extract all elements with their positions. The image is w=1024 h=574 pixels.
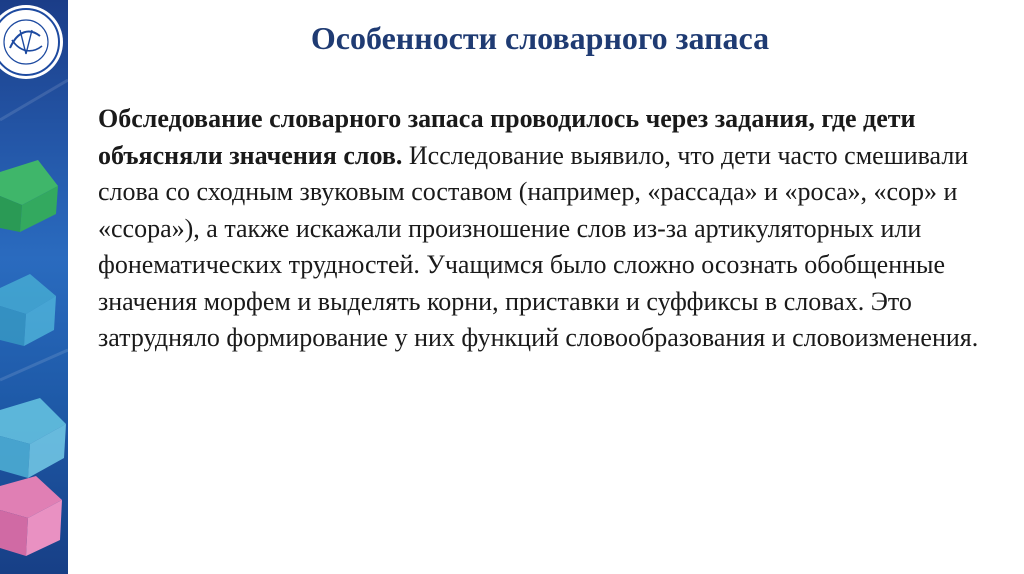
lead-sentence: Обследование словарного запаса проводилось через задания, где дети объясняли значения слов. xyxy=(98,104,916,170)
decorative-cubes-icon xyxy=(0,0,68,574)
slide-title: Особенности словарного запаса xyxy=(310,20,770,56)
decorative-side-band xyxy=(0,0,68,574)
slide-body xyxy=(98,101,998,357)
university-seal-icon xyxy=(0,0,68,82)
body-paragraph: Исследование выявило, что дети часто смешивали слова со сходным звуковым составом (например, «рассада» и «роса», «сор» и «ссора»), а также искажали произношение слов из-за артикуляторных или фонематических трудностей. Учащимся было сложно осознать обобщенные значения морфем и выделять корни, приставки и суффиксы в словах. Это затрудняло формирование у них функций словообразования и словоизменения. xyxy=(98,140,979,352)
